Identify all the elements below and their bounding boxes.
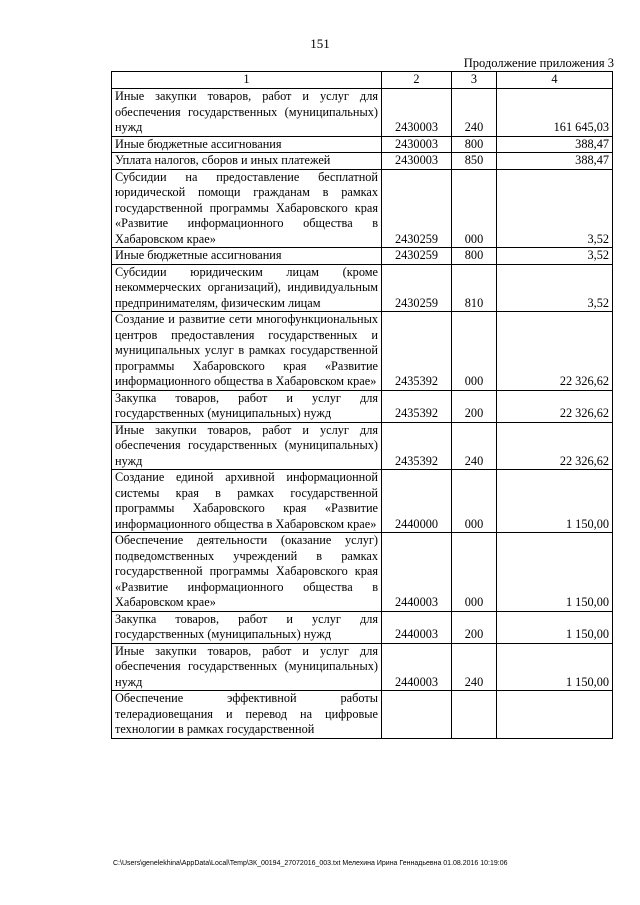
table-row [112, 169, 613, 248]
budget-table [111, 71, 613, 739]
code-cell: 2440003 [382, 533, 452, 612]
table-row [112, 312, 613, 391]
description-cell: Иные закупки товаров, работ и услуг для обеспечения государственных (муниципальных) нужд [112, 643, 382, 691]
column-header: 1 [112, 72, 382, 89]
code-cell: 2435392 [382, 390, 452, 422]
description-cell: Закупка товаров, работ и услуг для государственных (муниципальных) нужд [112, 390, 382, 422]
table-row [112, 264, 613, 312]
type-cell: 240 [452, 422, 497, 470]
footer-path: C:\Users\genelekhina\AppData\Local\Temp\ЗК_00194_27072016_003.txt Мелехина Ирина Геннадьевна 01.08.2016 10:19:06 [113, 860, 508, 867]
table-row [112, 422, 613, 470]
description-cell: Иные закупки товаров, работ и услуг для обеспечения государственных (муниципальных) нужд [112, 422, 382, 470]
code-cell: 2435392 [382, 422, 452, 470]
type-cell: 200 [452, 390, 497, 422]
column-header: 3 [452, 72, 497, 89]
code-cell: 2440003 [382, 611, 452, 643]
description-cell: Закупка товаров, работ и услуг для государственных (муниципальных) нужд [112, 611, 382, 643]
amount-cell: 1 150,00 [497, 533, 613, 612]
table-row [112, 611, 613, 643]
amount-cell: 22 326,62 [497, 422, 613, 470]
amount-cell: 388,47 [497, 153, 613, 170]
code-cell: 2430259 [382, 169, 452, 248]
type-cell: 200 [452, 611, 497, 643]
table-row [112, 470, 613, 533]
amount-cell: 3,52 [497, 248, 613, 265]
amount-cell: 1 150,00 [497, 643, 613, 691]
table-row [112, 643, 613, 691]
table-row [112, 691, 613, 739]
table-row [112, 533, 613, 612]
type-cell: 810 [452, 264, 497, 312]
table-body [112, 89, 613, 739]
type-cell: 800 [452, 136, 497, 153]
description-cell: Субсидии юридическим лицам (кроме некоммерческих организаций), индивидуальным предпринимателям, физическим лицам [112, 264, 382, 312]
column-header: 2 [382, 72, 452, 89]
continuation-note: Продолжение приложения 3 [463, 56, 614, 70]
description-cell: Уплата налогов, сборов и иных платежей [112, 153, 382, 170]
description-cell: Создание и развитие сети многофункциональных центров предоставления государственных и муниципальных услуг в рамках государственной программы Хабаровского края «Развитие информационного общества в Хабаровском крае» [112, 312, 382, 391]
amount-cell: 3,52 [497, 169, 613, 248]
table-row [112, 136, 613, 153]
code-cell: 2430003 [382, 136, 452, 153]
code-cell [382, 691, 452, 739]
type-cell [452, 691, 497, 739]
code-cell: 2430003 [382, 89, 452, 137]
table-row [112, 390, 613, 422]
code-cell: 2430259 [382, 248, 452, 265]
type-cell: 800 [452, 248, 497, 265]
description-cell: Обеспечение эффективной работы телерадиовещания и перевод на цифровые технологии в рамках государственной [112, 691, 382, 739]
description-cell: Обеспечение деятельности (оказание услуг) подведомственных учреждений в рамках государственной программы Хабаровского края «Развитие информационного общества в Хабаровском крае» [112, 533, 382, 612]
type-cell: 240 [452, 89, 497, 137]
code-cell: 2430003 [382, 153, 452, 170]
amount-cell: 3,52 [497, 264, 613, 312]
amount-cell: 161 645,03 [497, 89, 613, 137]
page-number: 151 [310, 36, 330, 51]
type-cell: 000 [452, 312, 497, 391]
table-row [112, 248, 613, 265]
column-header: 4 [497, 72, 613, 89]
description-cell: Субсидии на предоставление бесплатной юридической помощи гражданам в рамках государственной программы Хабаровского края «Развитие информационного общества в Хабаровском крае» [112, 169, 382, 248]
type-cell: 000 [452, 533, 497, 612]
description-cell: Создание единой архивной информационной системы края в рамках государственной программы Хабаровского края «Развитие информационного общества в Хабаровском крае» [112, 470, 382, 533]
amount-cell: 1 150,00 [497, 470, 613, 533]
description-cell: Иные бюджетные ассигнования [112, 248, 382, 265]
header-row [112, 72, 613, 89]
description-cell: Иные закупки товаров, работ и услуг для обеспечения государственных (муниципальных) нужд [112, 89, 382, 137]
code-cell: 2440003 [382, 643, 452, 691]
type-cell: 240 [452, 643, 497, 691]
table-row [112, 89, 613, 137]
table-header [112, 72, 613, 89]
code-cell: 2435392 [382, 312, 452, 391]
table-row [112, 153, 613, 170]
code-cell: 2440000 [382, 470, 452, 533]
amount-cell [497, 691, 613, 739]
type-cell: 000 [452, 169, 497, 248]
code-cell: 2430259 [382, 264, 452, 312]
amount-cell: 22 326,62 [497, 390, 613, 422]
type-cell: 850 [452, 153, 497, 170]
amount-cell: 1 150,00 [497, 611, 613, 643]
amount-cell: 388,47 [497, 136, 613, 153]
amount-cell: 22 326,62 [497, 312, 613, 391]
type-cell: 000 [452, 470, 497, 533]
description-cell: Иные бюджетные ассигнования [112, 136, 382, 153]
